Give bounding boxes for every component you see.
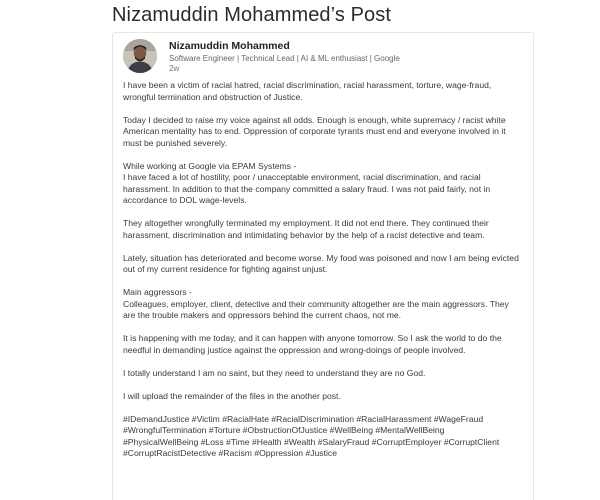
post-paragraph: I totally understand I am no saint, but they need to understand they are no God. <box>123 367 426 378</box>
post-paragraph: I have been a victim of racial hatred, racial discrimination, racial harassment, torture, wage-fraud, wrongful termination and obstruction of Justice. <box>123 80 492 102</box>
post-paragraph: They altogether wrongfully terminated my employment. It did not end there. They continued their harassment, discrimination and intimidating behavior by the help of a racist detective and team. <box>123 218 489 240</box>
profile-photo-icon <box>123 39 157 73</box>
author-headline: Software Engineer | Technical Lead | AI & ML enthusiast | Google <box>169 54 400 63</box>
post-timestamp: 2w <box>169 64 180 73</box>
post-paragraph: Today I decided to raise my voice against all odds. Enough is enough, white supremacy / racist white American mentality has to end. Oppression of corporate tyrants must end and everyone involved in it must be punished severely. <box>123 114 506 148</box>
post-paragraph: Lately, situation has deteriorated and become worse. My food was poisoned and now I am being evicted out of my current residence for fighting against unjust. <box>123 252 519 274</box>
post-paragraph: I have faced a lot of hostility, poor / unacceptable environment, racial discrimination, and racial harassment. In addition to that the company committed a salary fraud. I was not paid fairly, not in accordance to DOL wage-levels. <box>123 172 491 205</box>
post-card <box>112 32 534 500</box>
post-paragraph: Main aggressors - <box>123 287 192 297</box>
post-author-row[interactable] <box>123 39 523 75</box>
post-body <box>123 80 521 471</box>
post-hashtags[interactable]: #IDemandJustice #Victim #RacialHate #RacialDiscrimination #RacialHarassment #WageFraud #WrongfulTermination #Torture #ObstructionOfJustice #WellBeing #MentalWellBeing #PhysicalWellBeing #Loss #Time #Health #Wealth #SalaryFraud #CorruptEmployer #CorruptClient #CorruptRacistDetective #Racism #Oppression #Justice <box>123 413 500 458</box>
post-paragraph: Colleagues, employer, client, detective and their community altogether are the main aggressors. They are the trouble makers and oppressors behind the current chaos, not me. <box>123 298 509 320</box>
avatar[interactable] <box>123 39 157 73</box>
post-paragraph: I will upload the remainder of the files in the another post. <box>123 390 341 401</box>
page-title: Nizamuddin Mohammed’s Post <box>112 4 392 26</box>
post-paragraph: It is happening with me today, and it can happen with anyone tomorrow. So I ask the world to do the needful in demanding justice against the oppression and wrong-doings of people involved. <box>123 333 502 355</box>
post-paragraph: While working at Google via EPAM Systems - <box>123 160 297 171</box>
author-name[interactable]: Nizamuddin Mohammed <box>169 40 290 52</box>
